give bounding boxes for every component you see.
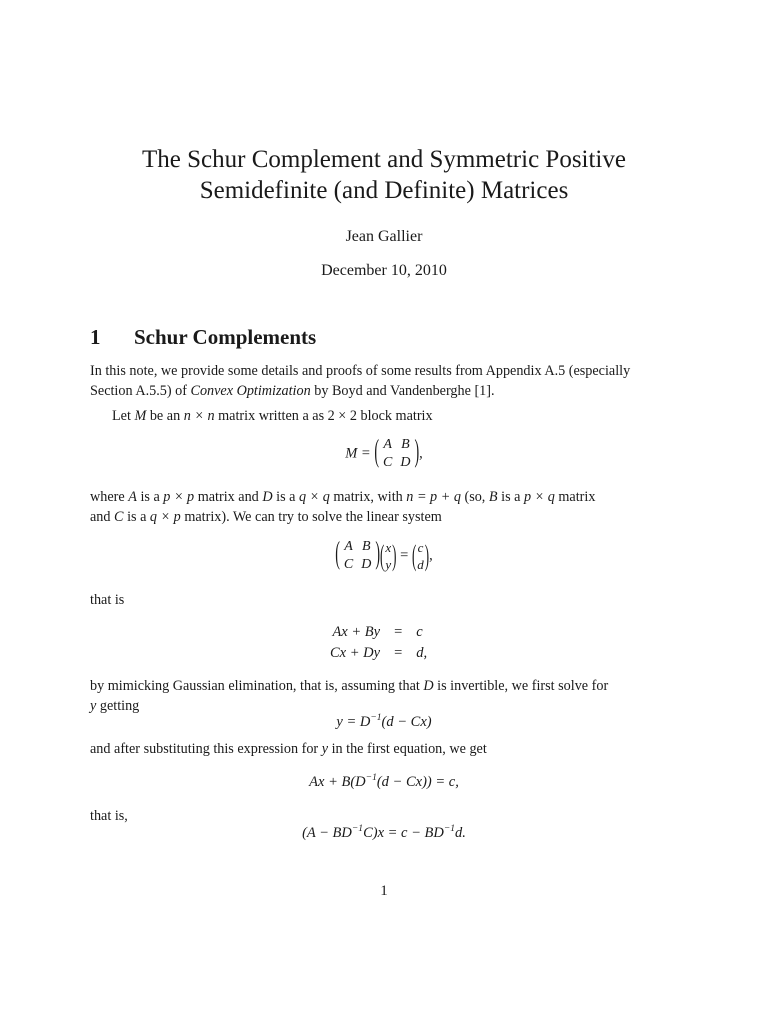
gaussian-line-2: y getting <box>90 697 140 714</box>
dimensions-line-2: and C is a q × p matrix). We can try to solve the linear system <box>90 508 442 525</box>
equation-linear-system: ( A B C D )( x y ) = ( c d ), <box>335 537 433 573</box>
equation-block-matrix: M = ( A B C D ), <box>0 436 768 472</box>
text-that-is: that is <box>90 592 125 608</box>
intro-line-2: Section A.5.5) of Convex Optimization by Boyd and Vandenberghe [1]. <box>90 382 495 399</box>
section-number: 1 <box>90 325 101 349</box>
title-line-1: The Schur Complement and Symmetric Positive <box>142 146 626 173</box>
paragraph-block-matrix: Let M be an n × n matrix written a as 2 × 2 block matrix <box>112 408 433 424</box>
dimensions-line-1: where A is a p × p matrix and D is a q × q matrix, with n = p + q (so, B is a p × q matrix <box>90 489 596 505</box>
paragraph-gaussian <box>90 677 608 716</box>
left-paren-icon: ( <box>374 435 380 471</box>
section-heading <box>90 325 316 350</box>
paragraph-substitute: and after substituting this expression for y in the first equation, we get <box>90 741 487 757</box>
unknown-vector: x y <box>385 540 392 572</box>
system-matrix: A B C D <box>343 539 372 572</box>
equation-final: $(A - BD^{-1}C)x = c - BD^{-1}d$. <box>302 824 466 841</box>
equation-substituted: $Ax + B(D^{-1}(d - Cx)) = c$, <box>309 773 459 790</box>
paragraph-dimensions <box>90 488 595 527</box>
book-title: Convex Optimization <box>190 382 311 399</box>
equation-pair: Ax + By = c Cx + Dy = d, <box>330 624 428 661</box>
author: Jean Gallier <box>345 228 423 245</box>
paragraph-intro <box>90 362 630 401</box>
page-number: 1 <box>380 883 388 899</box>
gaussian-line-1: by mimicking Gaussian elimination, that is, assuming that D is invertible, we first solve for <box>90 678 609 694</box>
block-matrix: A B C D <box>383 437 411 470</box>
date: December 10, 2010 <box>321 262 447 279</box>
section-title: Schur Complements <box>134 325 317 349</box>
intro-line-1: In this note, we provide some details and proofs of some results from Appendix A.5 (especially <box>90 363 631 379</box>
title-line-2: Semidefinite (and Definite) Matrices <box>199 177 569 204</box>
text-that-is-2: that is, <box>90 808 128 824</box>
paper-title <box>0 144 768 206</box>
right-paren-icon: ) <box>414 435 420 471</box>
equation-y-solution: $y = D^{-1}(d - Cx)$ <box>336 713 432 730</box>
rhs-vector: c d <box>417 540 424 572</box>
